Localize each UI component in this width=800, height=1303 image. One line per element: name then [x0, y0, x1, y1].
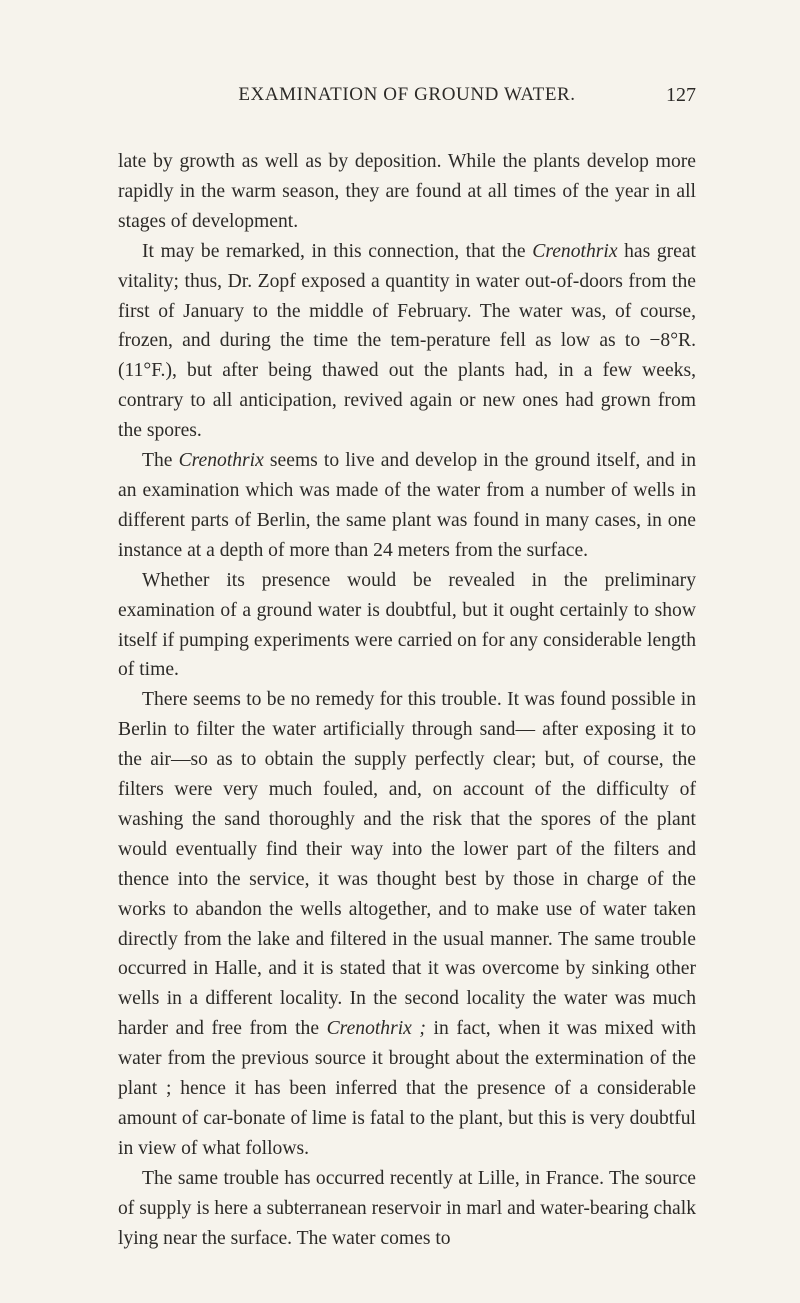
text-run: late by growth as well as by deposition. While the plants develop more rapidly in the warm season, they are found at all times of the year in all stages of development.: [118, 151, 696, 232]
text-run: in fact, when it was mixed with water from the previous source it brought about the extermination of the plant ; hence it has been inferred that the presence of a considerable amount of car-bonate of lime is fatal to the plant, but this is very doubtful in view of what follows.: [118, 1018, 697, 1159]
italic-species-name: Crenothrix: [532, 240, 618, 262]
paragraph: [118, 685, 696, 1164]
italic-species-name: Crenothrix ;: [326, 1018, 426, 1040]
running-header: [118, 84, 696, 114]
text-run: There seems to be no remedy for this trouble. It was found possible in Berlin to filter the water artificially through sand— after exposing it to the air—so as to obtain the supply perfectly clear; but, of course, the filters were very much fouled, and, on account of the difficulty of washing the sand thoroughly and the risk that the spores of the plant would eventually find their way into the lower part of the filters and thence into the service, it was thought best by those in charge of the works to abandon the wells altogether, and to make use of water taken directly from the lake and filtered in the usual manner. The same trouble occurred in Halle, and it is stated that it was overcome by sinking other wells in a different locality. In the second locality the water was much harder and free from the: [118, 689, 696, 1040]
paragraph: [118, 566, 696, 686]
text-run: The same trouble has occurred recently at Lille, in France. The source of supply is here a subterranean reservoir in marl and water-bearing chalk lying near the surface. The water comes to: [118, 1167, 696, 1249]
paragraph: [118, 147, 696, 237]
italic-species-name: Crenothrix: [178, 450, 264, 472]
text-run: seems to live and develop in the ground itself, and in an examination which was made of the water from a number of wells in different parts of Berlin, the same plant was found in many cases, in one instance at a depth of more than 24 meters from the surface.: [118, 450, 696, 561]
text-run: It may be remarked, in this connection, that the: [142, 240, 533, 262]
text-run: The: [142, 450, 179, 472]
running-title: EXAMINATION OF GROUND WATER.: [238, 84, 576, 105]
text-run: has great vitality; thus, Dr. Zopf exposed a quantity in water out-of-doors from the first of January to the middle of February. The water was, of course, frozen, and during the time the tem-perature fell as low as to −8°R. (11°F.), but after being thawed out the plants had, in a few weeks, contrary to all anticipation, revived again or new ones had grown from the spores.: [118, 240, 697, 442]
paragraph: [118, 446, 696, 566]
paragraph: [118, 237, 696, 446]
page-number: 127: [666, 84, 696, 106]
text-run: Whether its presence would be revealed in the preliminary examination of a ground water is doubtful, but it ought certainly to show itself if pumping experiments were carried on for any considerable length of time.: [118, 569, 696, 681]
paragraph: [118, 1164, 696, 1254]
body-text: [118, 147, 696, 1254]
